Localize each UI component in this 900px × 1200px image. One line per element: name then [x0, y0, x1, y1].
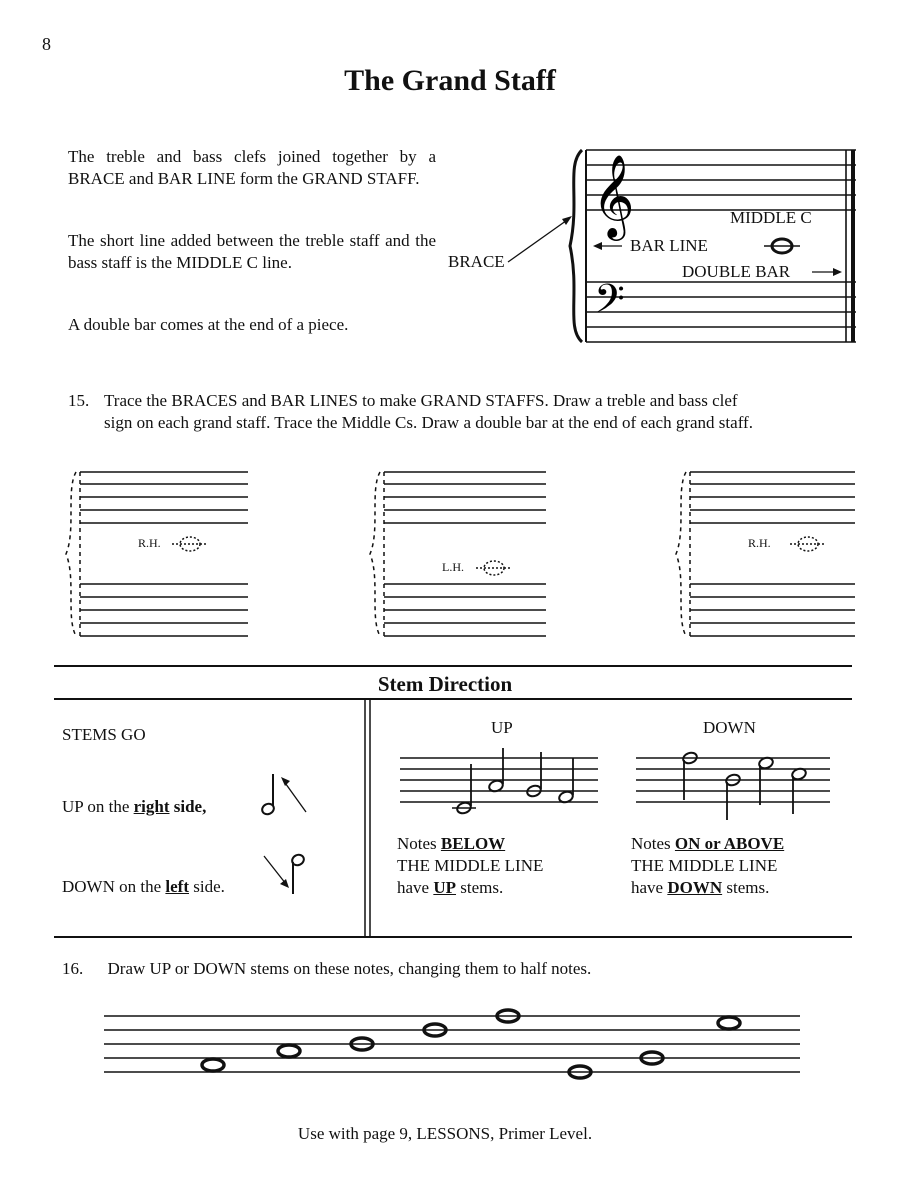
bar-line-label: BAR LINE	[630, 236, 708, 255]
below-rule: Notes BELOW THE MIDDLE LINE have UP stems.	[397, 834, 544, 897]
down-heading: DOWN	[703, 718, 756, 737]
intro-paragraph-2: The short line added between the treble staff and the bass staff is the MIDDLE C line.	[68, 231, 436, 272]
rh-label-1: R.H.	[138, 536, 161, 550]
stems-up-rule: UP on the right side,	[62, 797, 207, 816]
stems-down-rule: DOWN on the left side.	[62, 877, 225, 896]
stems-go-label: STEMS GO	[62, 725, 146, 744]
question-line-2: sign on each grand staff. Trace the Middle Cs. Draw a double bar at the end of each grand staff.	[104, 413, 753, 432]
rh-label-2: R.H.	[748, 536, 771, 550]
question-number: 16.	[62, 959, 84, 978]
treble-clef-icon: 𝄞	[592, 153, 635, 237]
question-text: Draw UP or DOWN stems on these notes, changing them to half notes.	[107, 959, 592, 978]
stem-direction-title: Stem Direction	[377, 672, 513, 696]
middle-c-label: MIDDLE C	[730, 208, 812, 227]
question-number: 15.	[68, 391, 90, 410]
page-number: 8	[42, 34, 51, 54]
above-rule: Notes ON or ABOVE THE MIDDLE LINE have DOWN stems.	[631, 834, 785, 897]
question-line-1: Trace the BRACES and BAR LINES to make GRAND STAFFS. Draw a treble and bass clef	[104, 391, 738, 410]
intro-paragraph-3: A double bar comes at the end of a piece.	[68, 315, 349, 334]
bass-clef-icon: 𝄢	[594, 276, 625, 332]
footer-note: Use with page 9, LESSONS, Primer Level.	[297, 1124, 593, 1143]
double-bar-label: DOUBLE BAR	[682, 262, 791, 281]
intro-paragraph-1: The treble and bass clefs joined together by a BRACE and BAR LINE form the GRAND STAFF.	[68, 147, 436, 188]
up-heading: UP	[491, 718, 513, 737]
lh-label: L.H.	[442, 560, 464, 574]
brace-label: BRACE	[448, 252, 505, 271]
page-title: The Grand Staff	[344, 64, 556, 97]
